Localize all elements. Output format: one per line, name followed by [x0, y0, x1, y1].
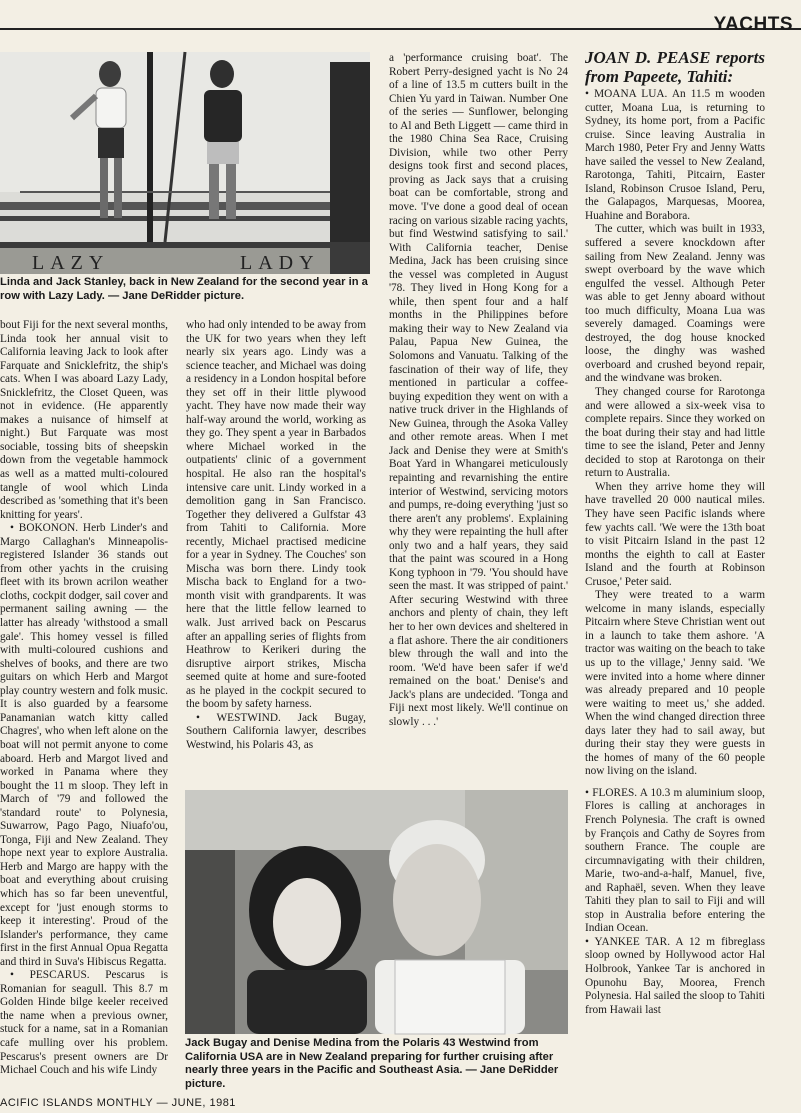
paragraph: • FLORES. A 10.3 m aluminium sloop, Flores is calling at anchorages in French Polynesia. The craft is owned by François and Cathy de Soyres from southern France. The couple are circumnavigating with their children, Marie, two-and-a-half, Manuel, five, and Raphaël, seven. When they leave Tahiti they plan to sail to Fiji and will stop in Australia before entering the Indian Ocean. [585, 786, 765, 935]
paragraph: • BOKONON. Herb Linder's and Margo Callaghan's Minneapolis-registered Islander 36 stands out from other yachts in the cruising fleet with its brown acrilon weather cloths, cockpit dodger, sail cover and permanent sailing awning — the latter has already 'withstood a small gale'. This homey vessel is filled with multi-coloured cushions and shelves of books, and there are two guitars on which Herb and Margot play country western and folk music. It is also guarded by a fearsome Panamanian watch kitty called Chagres', who when left alone on the boat will not permit anyone to come aboard. Herb and Margot lived and worked in Panama where they bought the 11 m sloop. They left in March of '79 and followed the 'standard route' to Polynesia, Suwarrow, Pago Pago, Niuafo'ou, Tonga, Fiji and New Zealand. They hope next year to explore Australia. Herb and Margo are happy with the boat and everything about cruising which has so far been uneventful, except for 'just enough storms to keep it interesting'. Proud of the Islander's performance, they came first in the first Annual Opua Regatta and third in Suva's Hibiscus Regatta. [0, 522, 169, 968]
photo-caption-lazy-lady: Linda and Jack Stanley, back in New Zealand for the second year in a row with Lazy Lady. — Jane DeRidder picture. [0, 276, 368, 302]
article-column-2 [186, 319, 366, 751]
paragraph: They changed course for Rarotonga and were allowed a six-week visa to complete repairs. Since they worked on the boat during their stay and had little time to see the island, Peter and Jenny decided to stop at Rarotonga on their return to Australia. [585, 386, 765, 480]
byline: JOAN D. PEASE reports from Papeete, Tahiti: [585, 48, 765, 86]
paragraph: who had only intended to be away from the UK for two years when they left nearly six years ago. Lindy was a science teacher, and Michael was doing a residency in a London hospital before they set off in their little plywood yacht. They have now made their way half-way around the world, working as they go. They spent a year in Barbados where Michael worked in the outpatients' clinic of a government hospital. He also ran the hospital's intensive care unit. Lindy worked in a demolition gang in San Francisco. Together they delivered a Gulfstar 43 from Tahiti to California. More recently, Michael practised medicine for a year in Sydney. The Couches' son Mischa was born there. Lindy took Mischa back to England for a two-month visit with grandparents. It was here that the little fellow learned to walk. Just arrived back on Pescarus after an appalling series of flights from Heathrow to Kerikeri during the disruptive airport strikes, Mischa seemed quite at home and sure-footed as he played in the cockpit secured to the boom by safety harness. [186, 319, 366, 711]
paragraph: They were treated to a warm welcome in many islands, especially Pitcairn where Steve Christian went out in a launch to take them ashore. 'A tractor was waiting on the beach to take us up to the village,' Jenny said. 'We were invited into a home where dinner was already prepared and 10 people were waiting to meet us,' she added. When the wind changed direction three days later they had to sail away, but during their stay they were guests in the homes of many of the 60 people now living on the island. [585, 589, 765, 778]
section-title: YACHTS [713, 14, 793, 35]
paragraph: • YANKEE TAR. A 12 m fibreglass sloop owned by Hollywood actor Hal Holbrook, Yankee Tar is anchored in Opunohu Bay, Moorea, French Polynesia. Hal sailed the sloop to Tahiti from Hawaii last [585, 935, 765, 1016]
paragraph: bout Fiji for the next several months, Linda took her annual visit to California leaving Jack to look after Farquate and Snicklefritz, the ship's cats. When I was aboard Lazy Lady, Snicklefritz, the Closet Queen, was not in evidence. (He apparently makes a nuisance of himself at night.) But Farquate was most sociable, tossing bits of sheepskin down from the vegetable hammock as well as a matted multi-coloured tangle of wool which Linda described as 'something that it's been knitting for years'. [0, 319, 168, 521]
paragraph: • PESCARUS. Pescarus is Romanian for seagull. This 8.7 m Golden Hinde bilge keeler received the name when a previous owner, stuck for a name, sat in a Romanian cafe mulling over his problem. Pescarus's present owners are Dr Michael Couch and his wife Lindy [0, 969, 168, 1077]
photo-westwind [185, 790, 568, 1034]
stern-name-left: LAZY [32, 252, 110, 274]
article-column-3 [389, 52, 568, 782]
paragraph: When they arrive home they will have travelled 20 000 nautical miles. They have seen Pacific islands where few yachts call. 'We were the 13th boat to visit Pitcairn Island in the past 12 months the eighth to call at Easter Island and the fourth at Robinson Crusoe,' Peter said. [585, 480, 765, 588]
page-footer: ACIFIC ISLANDS MONTHLY — JUNE, 1981 [0, 1097, 236, 1109]
paragraph: The cutter, which was built in 1933, suffered a severe knockdown after sailing from New Zealand. Jenny was swept overboard by the wave which engulfed the vessel. Although Peter was able to get Jenny aboard without too much difficulty, Moana Lua was severely damaged. Coamings were destroyed, the dog house knocked loose, the dinghy was washed overboard and crushed beyond repair, and the windvane was broken. [585, 223, 765, 385]
article-column-4 [585, 48, 765, 1094]
photo-lazy-lady [0, 52, 370, 274]
paragraph: a 'performance cruising boat'. The Robert Perry-designed yacht is No 24 of a line of 13.5 m cutters built in the Chien Yu yard in Taiwan. Number One of the series — Sunflower, belonging to Al and Beth Liggett — came third in the 1980 China Sea Race, Cruising Division, while two other Perry designs took first and second places, proving as Jack says that a cruising boat can be comfortable, strong and move. 'I've done a good deal of ocean racing on various sizable racing yachts, but find Westwind satisfying to sail.' With California teacher, Denise Medina, Jack has been cruising since the vessel was completed in August '78. They lived in Hong Kong for a while, then spent four and a half months in the Philippines before making their way to New Zealand via Palau, Papua New Guinea, the Solomons and Vanuatu. Talking of the fascination of their way of life, they mentioned in particular a coffee-buying expedition they went on with a native truck driver in the Highlands of New Guinea, through the Asoka Valley and other remote areas. When I met Jack and Denise they were at Smith's Boat Yard in Whangarei meticulously repainting and revarnishing the entire interior of Westwind, servicing motors and pumps, re-doing everything 'just so there aren't any problems'. Explaining why they were repainting the hull after only two and a half years, they said that the paint was scoured in a Hong Kong typhoon in '79. 'You should have seen the mast. It was stripped of paint.' After securing Westwind with three anchors and plenty of chain, they left her to her own devices and sheltered in a flat ashore. There the air conditioners blew through the wall and into the room. 'We'd have been safer if we'd remained on the boat.' Denise's and Jack's plans are undecided. 'Tonga and Fiji next most likely. We'll continue on slowly . . .' [389, 52, 568, 728]
header-rule [0, 28, 801, 30]
stern-name-right: LADY [240, 252, 320, 274]
paragraph: • MOANA LUA. An 11.5 m wooden cutter, Moana Lua, is returning to Sydney, its home port, from a Pacific cruise. Since leaving Australia in March 1980, Peter Fry and Jenny Watts have sailed the vessel to New Zealand, Rarotonga, Tahiti, Pitcairn, Easter Island, Robinson Crusoe Island, Peru, the Galapagos, Marquesas, Moorea, Huahine and Borabora. [585, 88, 765, 222]
paragraph: • WESTWIND. Jack Bugay, Southern California lawyer, describes Westwind, his Polaris 43, as [186, 711, 366, 751]
photo-caption-westwind: Jack Bugay and Denise Medina from the Polaris 43 Westwind from California USA are in New Zealand preparing for further cruising after nearly three years in the Pacific and Southeast Asia. — Jane DeRidder picture. [185, 1037, 559, 1090]
article-column-1 [0, 319, 168, 1094]
